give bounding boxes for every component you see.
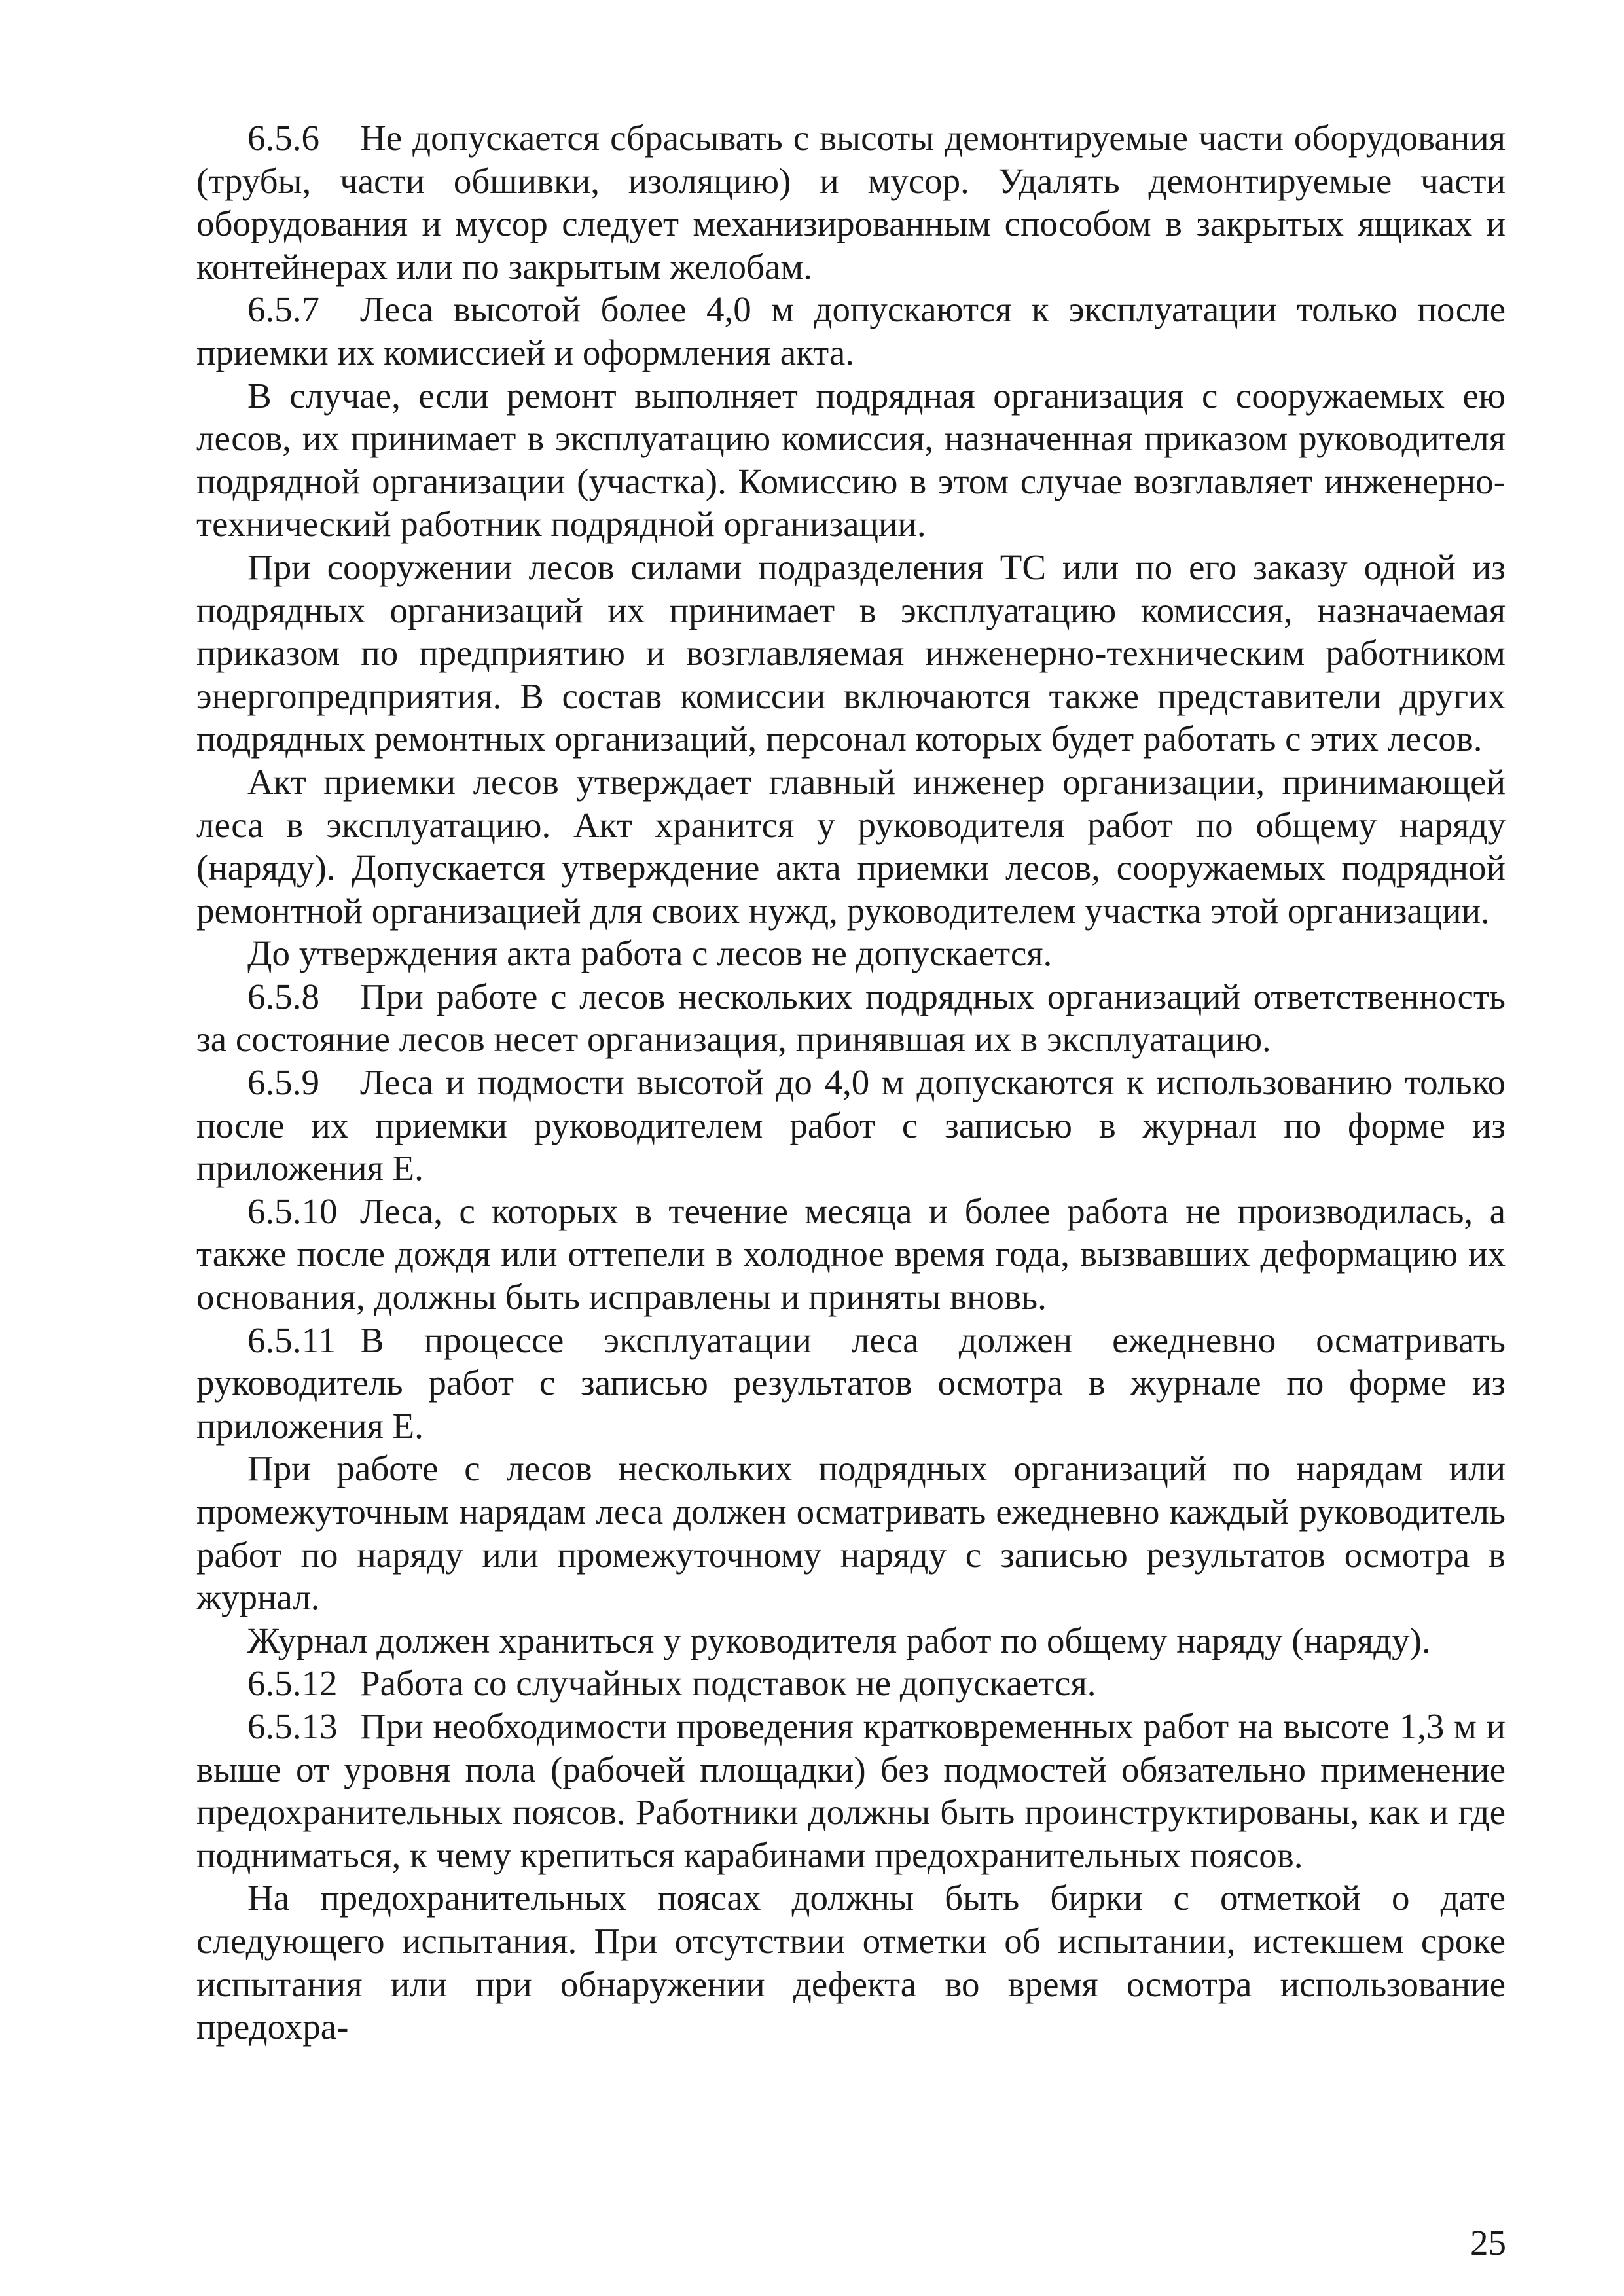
paragraph-text: Не допускается сбрасывать с высоты демонтируемые части оборудования (трубы, части обшивки, изоляцию) и мусор. Удалять демонтируемые части оборудования и мусор следует механизированным способом в закрытых ящиках и контейнерах или по закрытым желобам.	[196, 118, 1506, 287]
clause-number: 6.5.7	[247, 289, 319, 330]
paragraph	[196, 761, 1506, 932]
paragraph-text: Журнал должен храниться у руководителя работ по общему наряду (наряду).	[247, 1620, 1431, 1660]
paragraph-6-5-10	[196, 1190, 1506, 1319]
paragraph-text: На предохранительных поясах должны быть бирки с отметкой о дате следующего испытания. При отсутствии отметки об испытании, истекшем сроке испытания или при обнаружении дефекта во время осмотра использование предохра-	[196, 1878, 1506, 2047]
paragraph-text: При работе с лесов нескольких подрядных организаций по нарядам или промежуточным нарядам леса должен осматривать ежедневно каждый руководитель работ по наряду или промежуточному наряду с записью результатов осмотра в журнал.	[196, 1448, 1506, 1618]
paragraph-text: Леса, с которых в течение месяца и более работа не производилась, а также после дождя или оттепели в холодное время года, вызвавших деформацию их основания, должны быть исправлены и приняты вновь.	[196, 1191, 1506, 1318]
body-text	[196, 117, 1506, 2049]
clause-number: 6.5.12	[247, 1663, 338, 1704]
paragraph-text: Леса высотой более 4,0 м допускаются к эксплуатации только после приемки их комиссией и оформления акта.	[196, 289, 1506, 372]
paragraph-6-5-7	[196, 288, 1506, 374]
paragraph-6-5-9	[196, 1061, 1506, 1190]
paragraph	[196, 932, 1506, 975]
paragraph-text: В процессе эксплуатации леса должен ежедневно осматривать руководитель работ с записью результатов осмотра в журнале по форме из приложения Е.	[196, 1319, 1506, 1446]
paragraph-text: Работа со случайных подставок не допускается.	[360, 1663, 1096, 1704]
paragraph	[196, 1619, 1506, 1662]
paragraph-text: Леса и подмости высотой до 4,0 м допускаются к использованию только после их приемки руководителем работ с записью в журнал по форме из приложения Е.	[196, 1062, 1506, 1189]
paragraph-text: При сооружении лесов силами подразделения ТС или по его заказу одной из подрядных организаций их принимает в эксплуатацию комиссия, назначаемая приказом по предприятию и возглавляемая инженерно-техническим работником энергопредприятия. В состав комиссии включаются также представители других подрядных ремонтных организаций, персонал которых будет работать с этих лесов.	[196, 547, 1506, 759]
clause-number: 6.5.11	[247, 1319, 336, 1360]
clause-number: 6.5.13	[247, 1706, 338, 1746]
clause-number: 6.5.8	[247, 976, 319, 1016]
paragraph	[196, 374, 1506, 546]
clause-number: 6.5.10	[247, 1191, 338, 1231]
paragraph-6-5-12	[196, 1662, 1506, 1705]
paragraph	[196, 546, 1506, 761]
paragraph-6-5-11	[196, 1319, 1506, 1448]
page-number: 25	[1470, 2223, 1506, 2263]
paragraph-6-5-13	[196, 1705, 1506, 1876]
paragraph-text: В случае, если ремонт выполняет подрядная организация с сооружаемых ею лесов, их принимает в эксплуатацию комиссия, назначенная приказом руководителя подрядной организации (участка). Комиссию в этом случае возглавляет инженерно-технический работник подрядной организации.	[196, 375, 1506, 545]
paragraph-text: До утверждения акта работа с лесов не допускается.	[247, 933, 1053, 974]
paragraph-6-5-8	[196, 975, 1506, 1061]
paragraph-text: При работе с лесов нескольких подрядных организаций ответственность за состояние лесов несет организация, принявшая их в эксплуатацию.	[196, 976, 1506, 1060]
clause-number: 6.5.6	[247, 118, 319, 158]
clause-number: 6.5.9	[247, 1062, 319, 1103]
paragraph-6-5-6	[196, 117, 1506, 288]
paragraph-text: Акт приемки лесов утверждает главный инженер организации, принимающей леса в эксплуатацию. Акт хранится у руководителя работ по общему наряду (наряду). Допускается утверждение акта приемки лесов, сооружаемых подрядной ремонтной организацией для своих нужд, руководителем участка этой организации.	[196, 761, 1506, 931]
paragraph-text: При необходимости проведения кратковременных работ на высоте 1,3 м и выше от уровня пола (рабочей площадки) без подмостей обязательно применение предохранительных поясов. Работники должны быть проинструктированы, как и где подниматься, к чему крепиться карабинами предохранительных поясов.	[196, 1706, 1506, 1875]
paragraph	[196, 1447, 1506, 1619]
paragraph	[196, 1876, 1506, 2048]
